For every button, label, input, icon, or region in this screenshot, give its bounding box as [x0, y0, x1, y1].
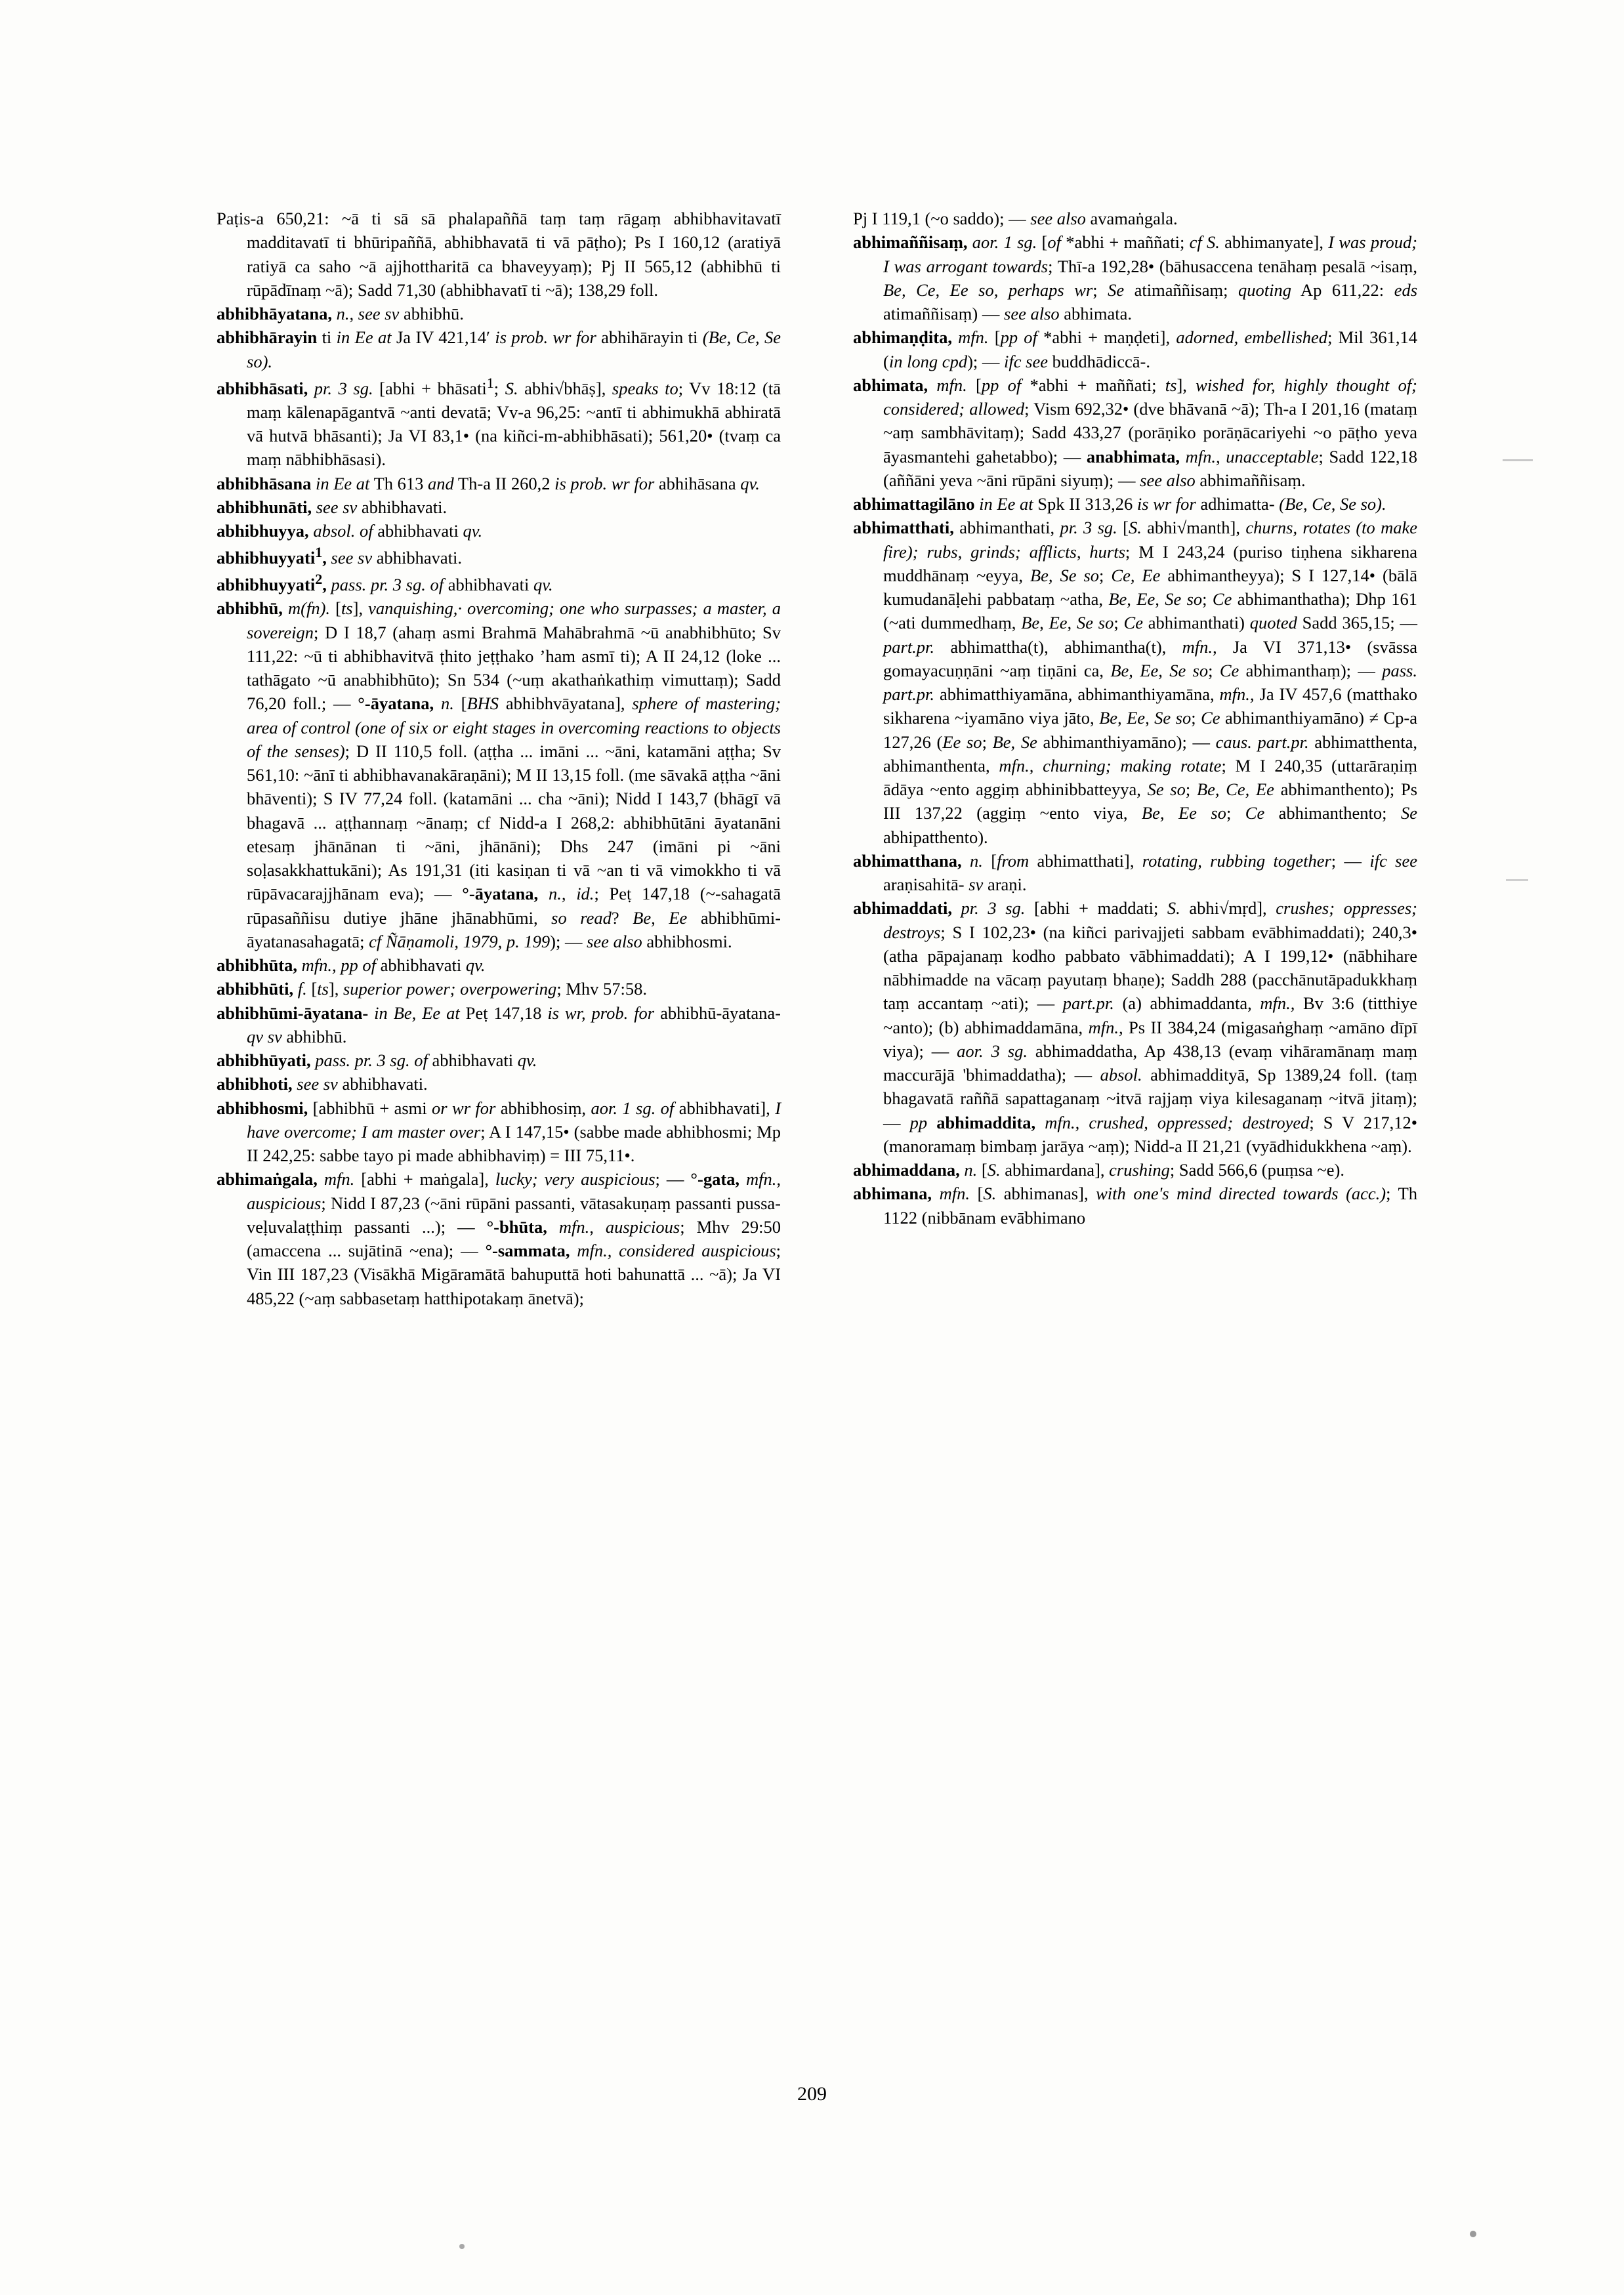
dictionary-entry: abhibhārayin ti in Ee at Ja IV 421,14ʹ is prob. wr for abhihārayin ti (Be, Ce, Se so).	[217, 327, 781, 371]
two-column-body	[217, 207, 1417, 1310]
dictionary-entry: abhimattagilāno in Ee at Spk II 313,26 is wr for adhimatta- (Be, Ce, Se so).	[853, 494, 1386, 514]
dictionary-entry: abhibhunāti, see sv abhibhavati.	[217, 497, 448, 517]
left-text-column	[217, 207, 781, 1310]
dictionary-entry: abhibhūti, f. [ts], superior power; overpowering; Mhv 57:58.	[217, 979, 647, 999]
dictionary-entry: abhimaṇḍita, mfn. [pp of *abhi + maṇḍeti], adorned, embellished; Mil 361,14 (in long cpd); — ifc see buddhādiccā-.	[853, 327, 1417, 371]
dictionary-entry: abhibhūyati, pass. pr. 3 sg. of abhibhavati qv.	[217, 1050, 537, 1071]
dictionary-entry: abhibhāsana in Ee at Th 613 and Th-a II 260,2 is prob. wr for abhihāsana qv.	[217, 473, 760, 493]
right-text-column	[853, 207, 1417, 1310]
dictionary-entry: abhimatthana, n. [from abhimatthati], rotating, rubbing together; — ifc see araṇisahitā- sv araṇi.	[853, 850, 1418, 894]
dictionary-entry: abhimatthati, abhimanthati, pr. 3 sg. [S. abhi√manth], churns, rotates (to make fire); rubs, grinds; afflicts, hurts; M I 243,24 (puriso tiṇhena sikharena muddhānaṃ ~eyya, Be, Se so; Ce, Ee abhimantheyya); S I 127,14• (bālā kumudanāḷehi pabbataṃ ~atha, Be, Ee, Se so; Ce abhimanthatha); Dhp 161 (~ati dummedhaṃ, Be, Ee, Se so; Ce abhimanthati) quoted Sadd 365,15; — part.pr. abhimattha(t), abhimantha(t), mfn., Ja VI 371,13• (svāssa gomayacuṇṇāni ~aṃ tiṇāni ca, Be, Ee, Se so; Ce abhimanthaṃ); — pass. part.pr. abhimatthiyamāna, abhimanthiyamāna, mfn., Ja IV 457,6 (matthako sikharena ~iyamāno viya jāto, Be, Ee, Se so; Ce abhimanthiyamāno) ≠ Cp-a 127,26 (Ee so; Be, Se abhimanthiyamāno); — caus. part.pr. abhimatthenta, abhimanthenta, mfn., churning; making rotate; M I 240,35 (uttarāraṇiṃ ādāya ~ento aggiṃ abhinibbatteyya, Se so; Be, Ce, Ee abhimanthento); Ps III 137,22 (aggiṃ ~ento viya, Be, Ee so; Ce abhimanthento; Se abhipatthento).	[853, 518, 1418, 847]
dictionary-entry: abhibhāsati, pr. 3 sg. [abhi + bhāsati$^1$; S. abhi√bhāṣ], speaks to; Vv 18:12 (tā maṃ kālenapāgantvā ~anti devatā; Vv-a 96,25: ~antī ti abhimukhā abhiratā vā hutvā bhāsanti); Ja VI 83,1• (na kiñci-m-abhibhāsati); 561,20• (tvaṃ ca maṃ nābhibhāsasi).	[217, 374, 781, 470]
scan-speck	[1503, 459, 1533, 461]
dictionary-entry: abhimata, mfn. [pp of *abhi + maññati; ts], wished for, highly thought of; considered; allowed; Vism 692,32• (dve bhāvanā ~ā); Th-a I 201,16 (mataṃ ~aṃ sambhāvitaṃ); Sadd 433,27 (porāṇiko porāṇācariyehi ~o pāṭho yeva āyasmantehi gahetabbo); — anabhimata, mfn., unacceptable; Sadd 122,18 (aññāni yeva ~āni rūpāni siyuṃ); — see also abhimaññisaṃ.	[853, 375, 1418, 490]
dictionary-entry: Paṭis-a 650,21: ~ā ti sā sā phalapaññā taṃ taṃ rāgaṃ abhibhavitavatī madditavatī ti bhūripaññā, abhibhavatā ti vā pāṭho); Ps I 160,12 (aratiyā ratiyā ca saho ~ā ajjhottharitā ca bhaveyyaṃ); Pj II 565,12 (abhibhū ti rūpādīnaṃ ~ā); Sadd 71,30 (abhibhavatī ti ~ā); 138,29 foll.	[217, 209, 781, 300]
dictionary-entry: abhimaddati, pr. 3 sg. [abhi + maddati; S. abhi√mṛd], crushes; oppresses; destroys; S I 102,23• (na kiñci parivajjeti sabbam evābhimaddati); 240,3• (atha pāpajanaṃ kodho pabbato vābhimaddati); A I 199,12• (nābhihare nābhimadde na vācaṃ payutaṃ bhaṇe); Saddh 288 (pacchānutāpadukkhaṃ taṃ accantaṃ ~ati); — part.pr. (a) abhimaddanta, mfn., Bv 3:6 (titthiye ~anto); (b) abhimaddamāna, mfn., Ps II 384,24 (migasaṅghaṃ ~amāno dīpī viya); — aor. 3 sg. abhimaddatha, Ap 438,13 (evaṃ vihāramānaṃ maṃ maccurājā 'bhimaddatha); — absol. abhimaddityā, Sp 1389,24 foll. (taṃ bhagavatā raññā sapattaganaṃ ~itvā rajjaṃ viya kilesaganaṃ ~itvā jitaṃ); — pp abhimaddita, mfn., crushed, oppressed; destroyed; S V 217,12• (manoramaṃ bimbaṃ jarāya ~aṃ); Nidd-a II 21,21 (vyādhidukkhena ~aṃ).	[853, 898, 1418, 1156]
dictionary-entry: Pj I 119,1 (~o saddo); — see also avamaṅgala.	[853, 209, 1178, 228]
scan-speck	[459, 2244, 465, 2249]
dictionary-entry: abhibhū, m(fn). [ts], vanquishing,· overcoming; one who surpasses; a master, a sovereign; D I 18,7 (ahaṃ asmi Brahmā Mahābrahmā ~ū anabhibhūto; Sv 111,22: ~ū ti abhibhavitvā ṭhito jeṭṭhako ’ham asmī ti); A II 24,12 (loke ... tathāgato ~ū anabhibhūto); Sn 534 (~uṃ akathaṅkathiṃ vimuttaṃ); Sadd 76,20 foll.; — °-āyatana, n. [BHS abhibhvāyatana], sphere of mastering; area of control (one of six or eight stages in overcoming reactions to objects of the senses); D II 110,5 foll. (aṭṭha ... imāni ... ~āni, katamāni aṭṭha; Sv 561,10: ~ānī ti abhibhavanakāraṇāni); M II 13,15 foll. (me sāvakā aṭṭha ~āni bhāventi); S IV 77,24 foll. (katamāni ... cha ~āni); Nidd I 143,7 (bhāgī vā bhagavā ... aṭṭhannaṃ ~ānaṃ; cf Nidd-a I 268,2: abhibhūtāni āyatanāni etesaṃ jhānānan ti ~āni, jhānāni); Dhs 247 (imāni pi ~āni soḷasakkhattukāni); As 191,31 (iti kasiṇan ti vā ~an ti vā vimokkho ti vā rūpāvacarajjhānam eva); — °-āyatana, n., id.; Peṭ 147,18 (~-sahagatā rūpasaññisu dutiye jhāne jhānabhūmi, so read? Be, Ee abhibhūmi-āyatanasahagatā; cf Ñāṇamoli, 1979, p. 199); — see also abhibhosmi.	[217, 598, 781, 951]
scan-speck	[1506, 879, 1528, 881]
dictionary-entry: abhibhūta, mfn., pp of abhibhavati qv.	[217, 955, 486, 976]
scan-speck	[1470, 2231, 1476, 2237]
page-number: 209	[797, 2083, 827, 2105]
dictionary-entry: abhibhoti, see sv abhibhavati.	[217, 1074, 428, 1094]
dictionary-entry: abhimaññisaṃ, aor. 1 sg. [of *abhi + maññati; cf S. abhimanyate], I was proud; I was arrogant towards; Thī-a 192,28• (bāhusaccena tenāhaṃ pesalā ~isaṃ, Be, Ce, Ee so, perhaps wr; Se atimaññisaṃ; quoting Ap 611,22: eds atimaññisaṃ) — see also abhimata.	[853, 232, 1418, 323]
dictionary-entry: abhibhuyyati$^1$, see sv abhibhavati.	[217, 544, 462, 568]
dictionary-entry: abhibhāyatana, n., see sv abhibhū.	[217, 304, 464, 323]
dictionary-entry: abhimaddana, n. [S. abhimardana], crushing; Sadd 566,6 (puṃsa ~e).	[853, 1160, 1344, 1180]
dictionary-entry: abhibhuyyati$^2$, pass. pr. 3 sg. of abhibhavati qv.	[217, 571, 553, 595]
dictionary-entry: abhibhūmi-āyatana- in Be, Ee at Peṭ 147,18 is wr, prob. for abhibhū-āyatana- qv sv abhibhū.	[217, 1003, 781, 1046]
dictionary-entry: abhimana, mfn. [S. abhimanas], with one's mind directed towards (acc.); Th 1122 (nibbānam evābhimano	[853, 1184, 1418, 1228]
dictionary-entry: abhibhosmi, [abhibhū + asmi or wr for abhibhosiṃ, aor. 1 sg. of abhibhavati], I have overcome; I am master over; A I 147,15• (sabbe made abhibhosmi; Mp II 242,25: sabbe tayo pi made abhibhaviṃ) = III 75,11•.	[217, 1098, 781, 1166]
dictionary-entry: abhimaṅgala, mfn. [abhi + maṅgala], lucky; very auspicious; — °-gata, mfn., auspicious; Nidd I 87,23 (~āni rūpāni passanti, vātasakuṇaṃ passanti pussa-veḷuvalaṭṭhiṃ passanti ...); — °-bhūta, mfn., auspicious; Mhv 29:50 (amaccena ... sujātinā ~ena); — °-sammata, mfn., considered auspicious; Vin III 187,23 (Visākhā Migāramātā bahuputtā hoti bahunattā ... ~ā); Ja VI 485,22 (~aṃ sabbasetaṃ hatthipotakaṃ ānetvā);	[217, 1169, 781, 1308]
dictionary-entry: abhibhuyya, absol. of abhibhavati qv.	[217, 521, 483, 541]
